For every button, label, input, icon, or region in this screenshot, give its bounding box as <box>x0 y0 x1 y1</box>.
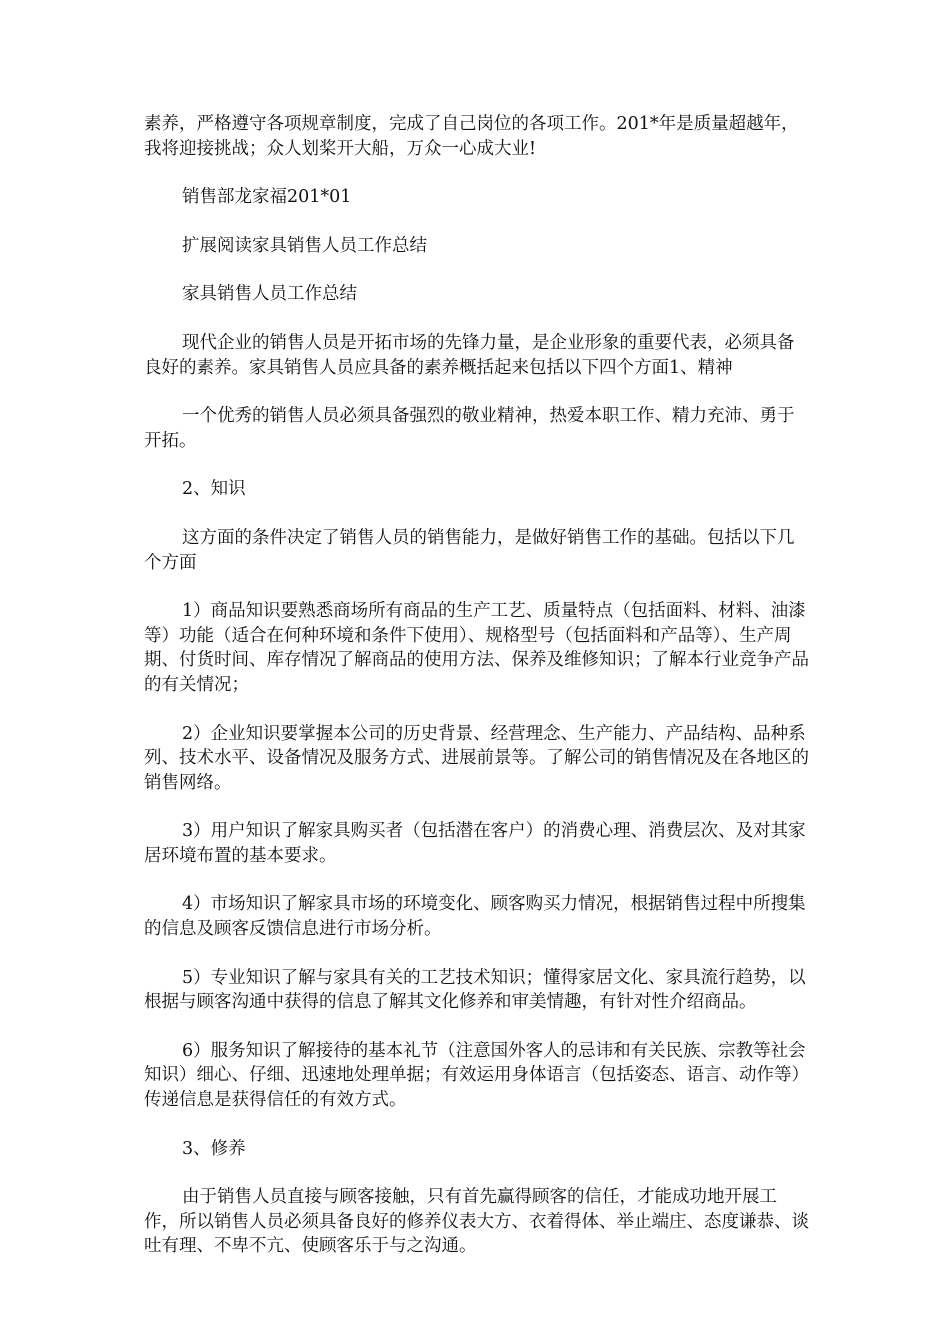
paragraph-professional-knowledge: 5）专业知识了解与家具有关的工艺技术知识；懂得家居文化、家具流行趋势，以根据与顾客沟通中获得的信息了解其文化修养和审美情趣，有针对性介绍商品。 <box>144 967 806 1013</box>
section-title: 家具销售人员工作总结 <box>182 284 357 305</box>
paragraph-product-knowledge: 1）商品知识要熟悉商场所有商品的生产工艺、质量特点（包括面料、材料、油漆等）功能（适合在何种环境和条件下使用）、规格型号（包括面料和产品等）、生产周期、付货时间、库存情况了解商品的使用方法、保养及维修知识；了解本行业竞争产品的有关情况； <box>144 601 809 695</box>
paragraph-cultivation: 由于销售人员直接与顾客接触，只有首先赢得顾客的信任，才能成功地开展工作，所以销售人员必须具备良好的修养仪表大方、衣着得体、举止端庄、态度谦恭、谈吐有理、不卑不亢、使顾客乐于与之沟通。 <box>144 1187 809 1257</box>
paragraph-extended-reading: 扩展阅读家具销售人员工作总结 <box>182 235 427 256</box>
paragraph-user-knowledge: 3）用户知识了解家具购买者（包括潜在客户）的消费心理、消费层次、及对其家居环境布置的基本要求。 <box>144 821 806 866</box>
paragraph-market-knowledge: 4）市场知识了解家具市场的环境变化、顾客购买力情况，根据销售过程中所搜集的信息及顾客反馈信息进行市场分析。 <box>144 894 806 940</box>
paragraph-service-knowledge: 6）服务知识了解接待的基本礼节（注意国外客人的忌讳和有关民族、宗教等社会知识）细心、仔细、迅速地处理单据；有效运用身体语言（包括姿态、语言、动作等）传递信息是获得信任的有效方式。 <box>144 1040 809 1111</box>
paragraph-company-knowledge: 2）企业知识要掌握本公司的历史背景、经营理念、生产能力、产品结构、品种系列、技术水平、设备情况及服务方式、进展前景等。了解公司的销售情况及在各地区的销售网络。 <box>144 723 809 793</box>
heading-cultivation: 3、修养 <box>182 1138 246 1159</box>
heading-knowledge: 2、知识 <box>182 479 246 500</box>
document-body <box>144 112 810 1283</box>
paragraph-signature: 销售部龙家福201*01 <box>182 187 352 208</box>
paragraph-knowledge-intro: 这方面的条件决定了销售人员的销售能力，是做好销售工作的基础。包括以下几个方面 <box>144 527 795 573</box>
paragraph-continuation: 素养，严格遵守各项规章制度，完成了自己岗位的各项工作。201*年是质量超越年，我将迎接挑战；众人划桨开大船，万众一心成大业! <box>144 114 799 159</box>
paragraph-spirit: 一个优秀的销售人员必须具备强烈的敬业精神，热爱本职工作、精力充沛、勇于开拓。 <box>144 406 795 451</box>
paragraph-intro: 现代企业的销售人员是开拓市场的先锋力量，是企业形象的重要代表，必须具备良好的素养。家具销售人员应具备的素养概括起来包括以下四个方面1、精神 <box>144 332 795 378</box>
